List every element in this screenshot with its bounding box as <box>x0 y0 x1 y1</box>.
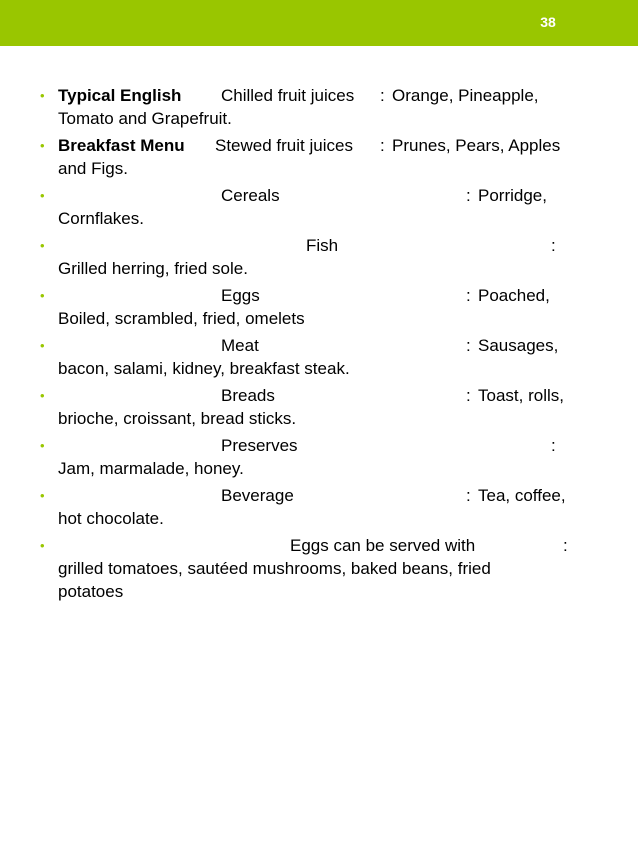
item-values-cont: grilled tomatoes, sautéed mushrooms, baked beans, fried <box>58 559 491 578</box>
bullet-icon: • <box>40 238 45 253</box>
item-values: Toast, rolls, <box>478 386 564 405</box>
item-values: Porridge, <box>478 186 547 205</box>
item-values-cont: bacon, salami, kidney, breakfast steak. <box>58 359 350 378</box>
bullet-icon: • <box>40 538 45 553</box>
item-values: Prunes, Pears, Apples <box>392 136 561 155</box>
item-separator: : <box>563 536 568 555</box>
item-values: Orange, Pineapple, <box>392 86 539 105</box>
item-category: Eggs <box>221 286 260 305</box>
item-separator: : <box>380 136 385 155</box>
item-values-cont: Boiled, scrambled, fried, omelets <box>58 309 305 328</box>
menu-title-line2: Breakfast Menu <box>58 136 185 155</box>
item-category: Cereals <box>221 186 280 205</box>
item-separator: : <box>466 386 471 405</box>
item-values: Poached, <box>478 286 550 305</box>
page-number: 38 <box>540 14 556 30</box>
item-category: Stewed fruit juices <box>215 136 353 155</box>
item-separator: : <box>466 486 471 505</box>
item-values-cont: hot chocolate. <box>58 509 164 528</box>
item-separator: : <box>466 336 471 355</box>
item-category: Fish <box>306 236 339 255</box>
bullet-icon: • <box>40 88 45 103</box>
bullet-icon: • <box>40 388 45 403</box>
item-category: Chilled fruit juices <box>221 86 355 105</box>
item-separator: : <box>466 186 471 205</box>
menu-title-line1: Typical English <box>58 86 182 105</box>
header-bar <box>0 0 638 46</box>
item-category: Beverage <box>221 486 294 505</box>
bullet-icon: • <box>40 138 45 153</box>
bullet-icon: • <box>40 488 45 503</box>
item-values-cont: Cornflakes. <box>58 209 144 228</box>
bullet-icon: • <box>40 288 45 303</box>
item-values-cont: Jam, marmalade, honey. <box>58 459 244 478</box>
item-values-cont: and Figs. <box>58 159 128 178</box>
item-separator: : <box>466 286 471 305</box>
item-values-cont: Grilled herring, fried sole. <box>58 259 248 278</box>
item-values: Tea, coffee, <box>478 486 566 505</box>
bullet-icon: • <box>40 338 45 353</box>
item-separator: : <box>551 236 556 255</box>
item-category: Breads <box>221 386 275 405</box>
item-values-cont: brioche, croissant, bread sticks. <box>58 409 297 428</box>
item-separator: : <box>551 436 556 455</box>
item-values-cont2: potatoes <box>58 582 124 601</box>
item-separator: : <box>380 86 385 105</box>
item-values-cont: Tomato and Grapefruit. <box>58 109 232 128</box>
item-category: Eggs can be served with <box>290 536 476 555</box>
item-values: Sausages, <box>478 336 559 355</box>
bullet-icon: • <box>40 188 45 203</box>
bullet-icon: • <box>40 438 45 453</box>
item-category: Meat <box>221 336 259 355</box>
item-category: Preserves <box>221 436 298 455</box>
